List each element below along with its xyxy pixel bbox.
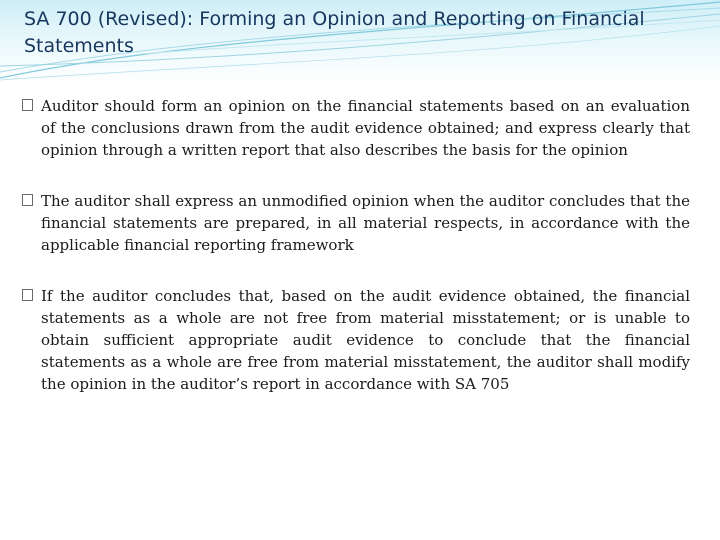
list-item: [22, 285, 690, 395]
square-bullet-icon: [22, 99, 33, 111]
list-item: [22, 190, 690, 256]
square-bullet-icon: [22, 289, 33, 301]
list-item: [22, 95, 690, 161]
slide-title: SA 700 (Revised): Forming an Opinion and Reporting on Financial Statements: [24, 8, 645, 57]
bullet-text: Auditor should form an opinion on the financial statements based on an evaluation of the conclusions drawn from the audit evidence obtained; and express clearly that opinion through a written report that also describes the basis for the opinion: [41, 97, 690, 159]
bullet-text: If the auditor concludes that, based on the audit evidence obtained, the financial statements as a whole are not free from material misstatement; or is unable to obtain sufficient appropriate audit evidence to conclude that the financial statements as a whole are free from material misstatement, the auditor shall modify the opinion in the auditor’s report in accordance with SA 705: [41, 287, 690, 393]
title-banner: [0, 0, 720, 82]
bullet-list: [22, 95, 690, 424]
bullet-text: The auditor shall express an unmodified opinion when the auditor concludes that the financial statements are prepared, in all material respects, in accordance with the applicable financial reporting framework: [41, 192, 690, 254]
square-bullet-icon: [22, 194, 33, 206]
